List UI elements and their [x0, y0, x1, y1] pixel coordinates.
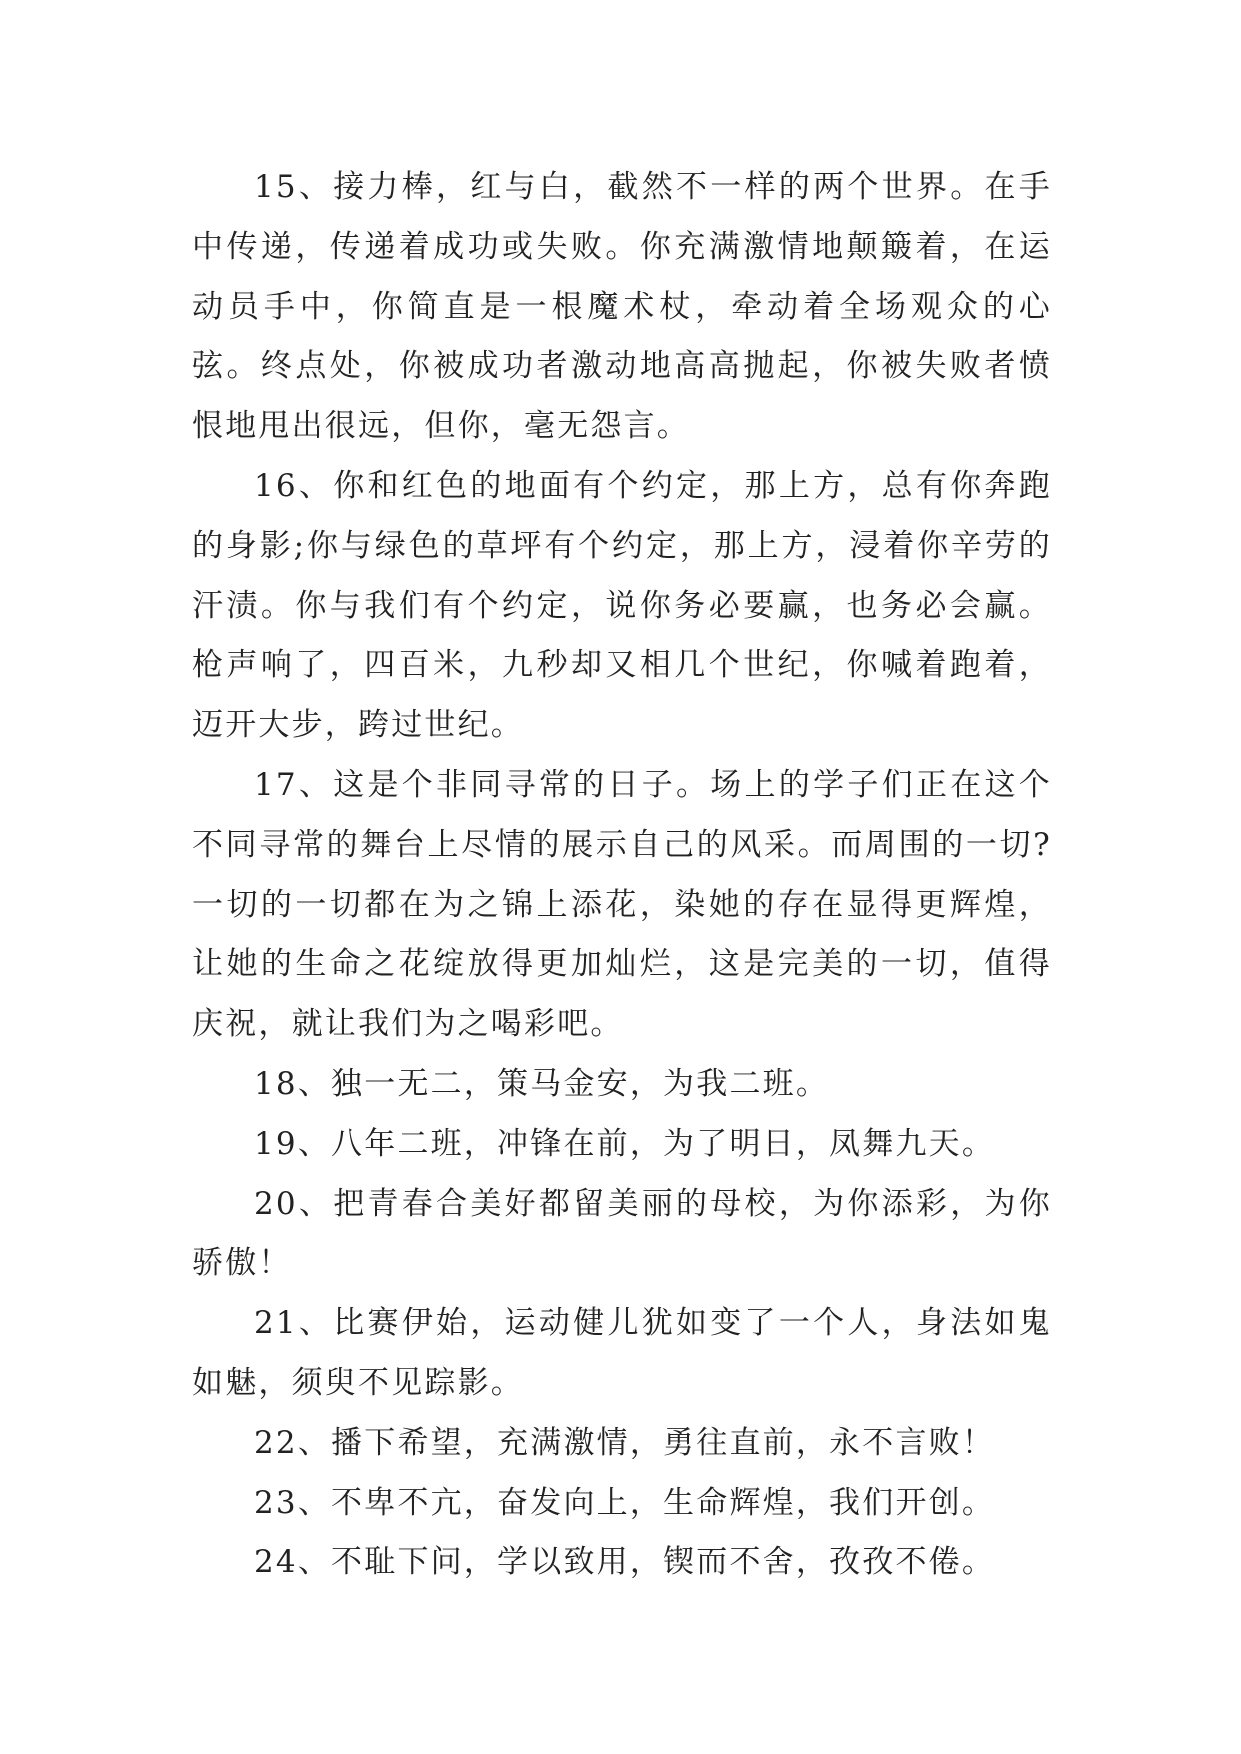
paragraph-17: 17、这是个非同寻常的日子。场上的学子们正在这个不同寻常的舞台上尽情的展示自己的风采。而周围的一切?一切的一切都在为之锦上添花，染她的存在显得更辉煌，让她的生命之花绽放得更加灿烂，这是完美的一切，值得庆祝，就让我们为之喝彩吧。 [192, 766, 1052, 1043]
paragraph-20: 20、把青春合美好都留美丽的母校，为你添彩，为你骄傲！ [192, 1185, 1052, 1282]
paragraph-15: 15、接力棒，红与白，截然不一样的两个世界。在手中传递，传递着成功或失败。你充满激情地颠簸着，在运动员手中，你简直是一根魔术杖，牵动着全场观众的心弦。终点处，你被成功者激动地高高抛起，你被失败者愤恨地甩出很远，但你，毫无怨言。 [192, 169, 1052, 445]
paragraph-18: 18、独一无二，策马金安，为我二班。 [254, 1065, 830, 1102]
paragraph-19: 19、八年二班，冲锋在前，为了明日，凤舞九天。 [254, 1125, 996, 1162]
document-body [192, 158, 1052, 1593]
paragraph-16: 16、你和红色的地面有个约定，那上方，总有你奔跑的身影;你与绿色的草坪有个约定，那上方，浸着你辛劳的汗渍。你与我们有个约定，说你务必要赢，也务必会赢。枪声响了，四百米，九秒却又相几个世纪，你喊着跑着，迈开大步，跨过世纪。 [192, 467, 1052, 744]
paragraph-23: 23、不卑不亢，奋发向上，生命辉煌，我们开创。 [254, 1484, 996, 1521]
paragraph-22: 22、播下希望，充满激情，勇往直前，永不言败！ [254, 1424, 996, 1461]
paragraph-24: 24、不耻下问，学以致用，锲而不舍，孜孜不倦。 [254, 1544, 996, 1581]
paragraph-21: 21、比赛伊始，运动健儿犹如变了一个人，身法如鬼如魅，须臾不见踪影。 [192, 1305, 1052, 1401]
